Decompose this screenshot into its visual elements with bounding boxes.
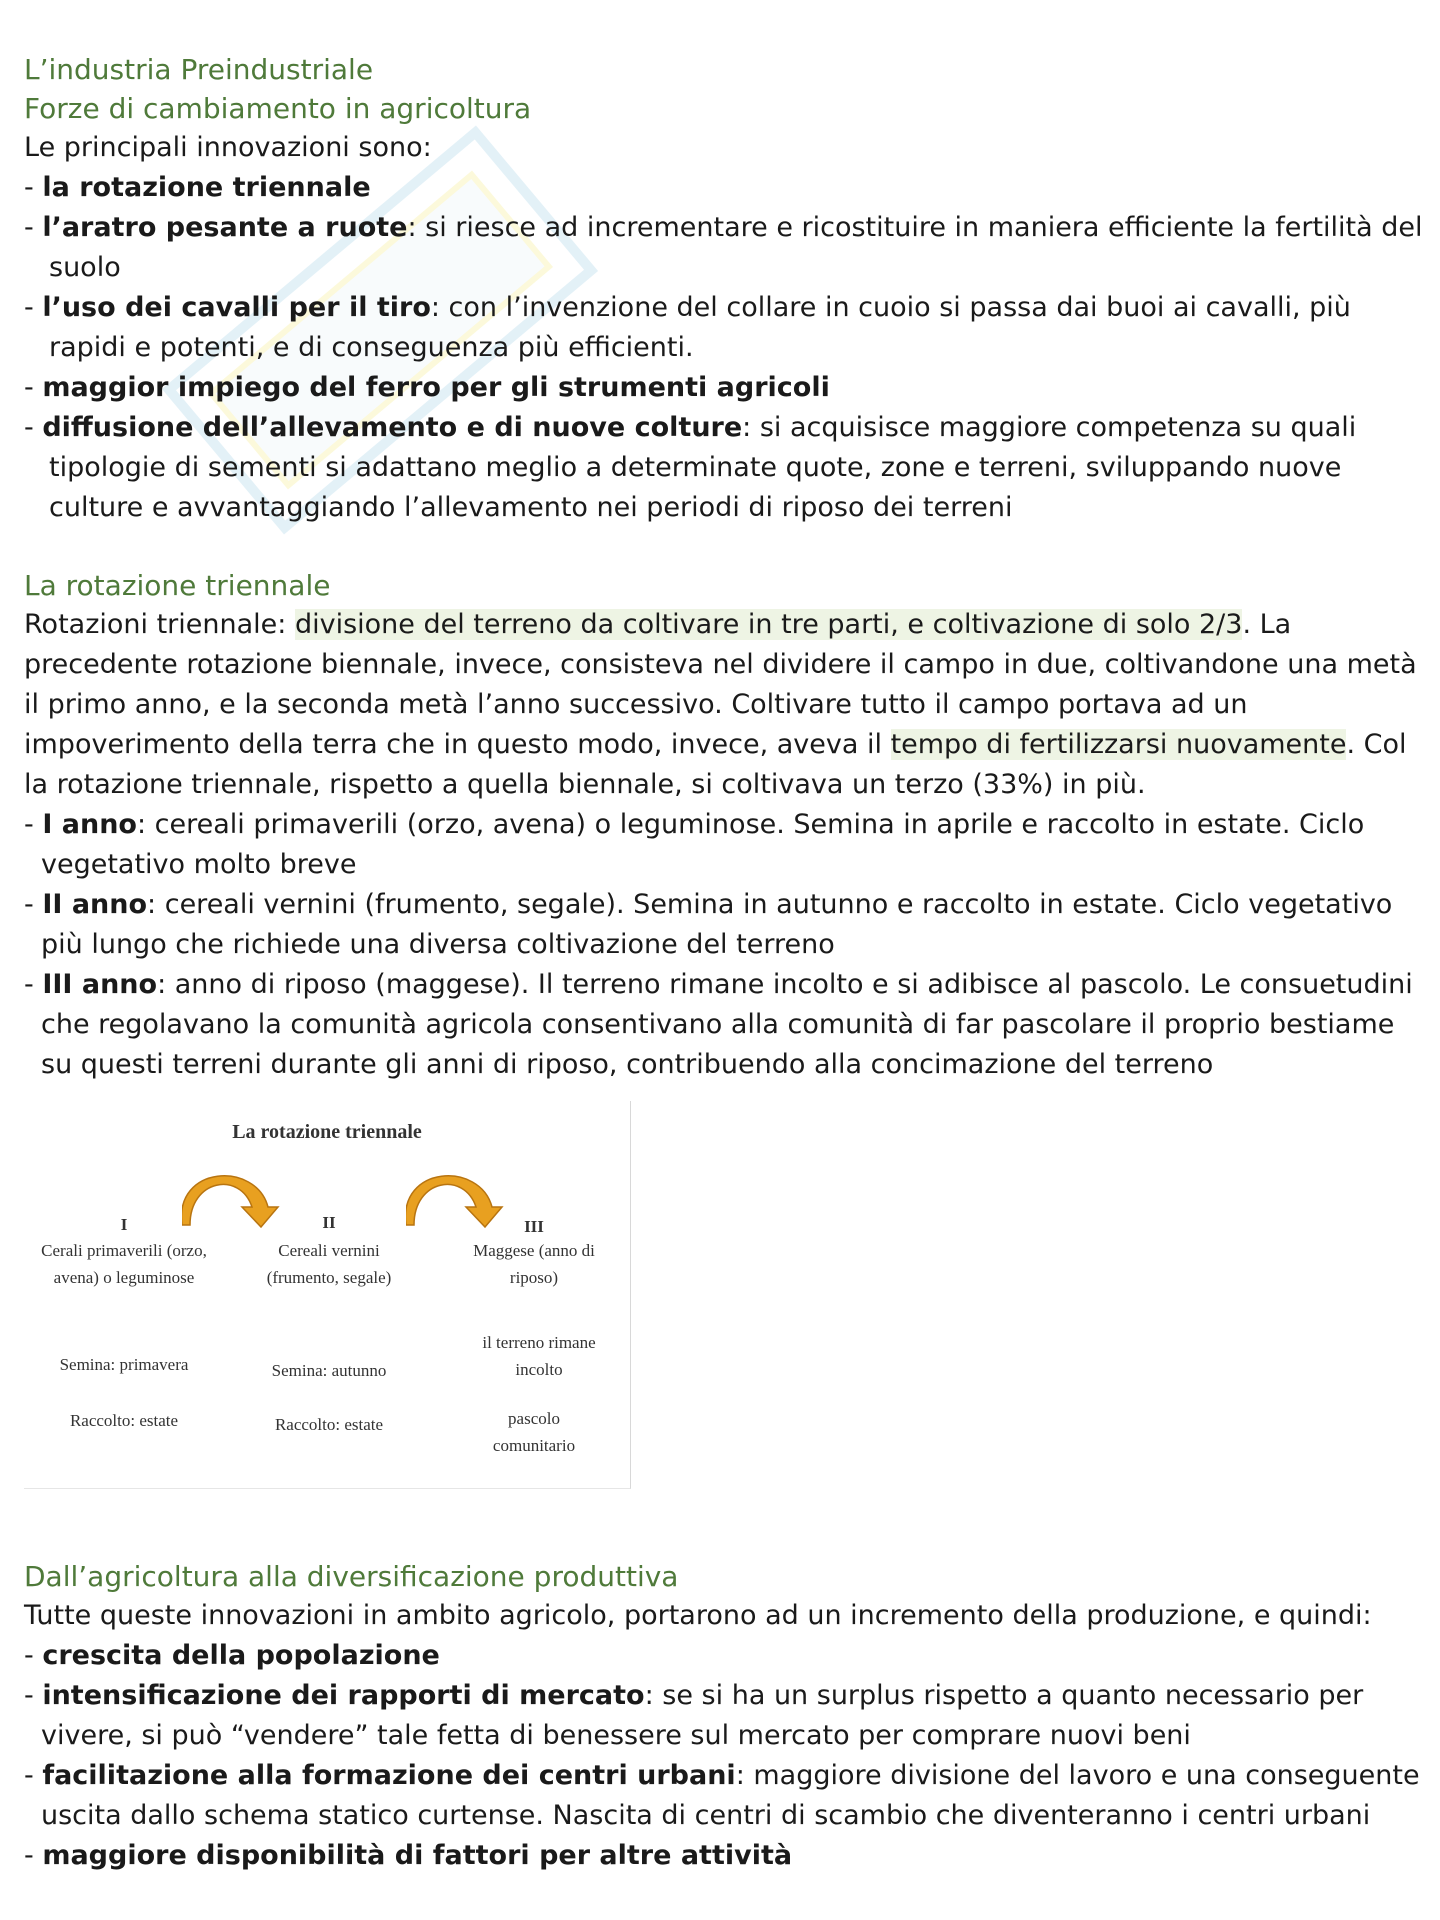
list-item: - maggior impiego del ferro per gli strumenti agricoli bbox=[24, 372, 830, 403]
highlight: divisione del terreno da coltivare in tre parti, e coltivazione di solo 2/3 bbox=[294, 609, 1243, 640]
rotation-diagram bbox=[24, 1101, 631, 1489]
list-item: - la rotazione triennale bbox=[24, 172, 371, 203]
col3-number: III bbox=[524, 1217, 544, 1236]
list-item: - I anno: cereali primaverili (orzo, avena) o leguminose. Semina in aprile e raccolto in estate. Ciclo vegetativo molto breve bbox=[24, 809, 1365, 880]
list-item: - II anno: cereali vernini (frumento, segale). Semina in autunno e raccolto in estate. Ciclo vegetativo più lungo che richiede una diversa coltivazione del terreno bbox=[24, 889, 1393, 960]
list-item: - maggiore disponibilità di fattori per altre attività bbox=[24, 1840, 793, 1871]
col1-semina: Semina: primavera bbox=[59, 1355, 189, 1374]
section-heading-forze: Forze di cambiamento in agricoltura bbox=[24, 92, 532, 125]
list-item: - crescita della popolazione bbox=[24, 1640, 440, 1671]
list-item: - l’uso dei cavalli per il tiro: con l’invenzione del collare in cuoio si passa dai buoi ai cavalli, più rapidi e potenti, e di conseguenza più efficienti. bbox=[24, 292, 1351, 363]
list-item: - facilitazione alla formazione dei centri urbani: maggiore divisione del lavoro e una conseguente uscita dallo schema statico curtense. Nascita di centri di scambio che diventeranno i centri urbani bbox=[24, 1760, 1420, 1831]
list-item: - diffusione dell’allevamento e di nuove colture: si acquisisce maggiore competenza su quali tipologie di sementi si adattano meglio a determinate quote, zone e terreni, sviluppando nuove culture e avvantaggiando l’allevamento nei periodi di riposo dei terreni bbox=[24, 412, 1357, 523]
col1-name: Cerali primaverili (orzo, avena) o leguminose bbox=[41, 1241, 207, 1287]
rotation-paragraph: Rotazioni triennale: divisione del terreno da coltivare in tre parti, e coltivazione di solo 2/3. La precedente rotazione biennale, invece, consisteva nel dividere il campo in due, coltivandone una metà il primo anno, e la seconda metà l’anno successivo. Coltivare tutto il campo portava ad un impoverimento della terra che in questo modo, invece, aveva il tempo di fertilizzarsi nuovamente. Col la rotazione triennale, rispetto a quella biennale, si coltivava un terzo (33%) in più. bbox=[24, 609, 1417, 800]
col2-semina: Semina: autunno bbox=[271, 1361, 387, 1380]
col1-number: I bbox=[120, 1215, 128, 1234]
section-heading-rotazione: La rotazione triennale bbox=[24, 569, 331, 602]
list-item: - intensificazione dei rapporti di mercato: se si ha un surplus rispetto a quanto necessario per vivere, si può “vendere” tale fetta di benessere sul mercato per comprare nuovi beni bbox=[24, 1680, 1364, 1751]
document-page bbox=[24, 50, 1424, 1876]
intro-text: Tutte queste innovazioni in ambito agricolo, portarono ad un incremento della produzione, e quindi: bbox=[24, 1600, 1372, 1631]
list-item: - l’aratro pesante a ruote: si riesce ad incrementare e ricostituire in maniera efficiente la fertilità del suolo bbox=[24, 212, 1423, 283]
highlight: tempo di fertilizzarsi nuovamente bbox=[890, 729, 1347, 760]
col3-name: Maggese (anno di riposo) bbox=[473, 1241, 595, 1287]
col2-name: Cereali vernini (frumento, segale) bbox=[266, 1241, 392, 1287]
page-title: L’industria Preindustriale bbox=[24, 53, 374, 86]
col3-row2: il terreno rimane incolto bbox=[482, 1333, 596, 1379]
col1-raccolto: Raccolto: estate bbox=[69, 1411, 179, 1430]
intro-text: Le principali innovazioni sono: bbox=[24, 132, 432, 163]
section-heading-diversificazione: Dall’agricoltura alla diversificazione produttiva bbox=[24, 1560, 679, 1593]
col2-raccolto: Raccolto: estate bbox=[274, 1415, 384, 1434]
col3-row3: pascolo comunitario bbox=[492, 1409, 576, 1455]
col2-number: II bbox=[322, 1213, 336, 1232]
list-item: - III anno: anno di riposo (maggese). Il terreno rimane incolto e si adibisce al pascolo. Le consuetudini che regolavano la comunità agricola consentivano alla comunità di far pascolare il proprio bestiame su questi terreni durante gli anni di riposo, contribuendo alla concimazione del terreno bbox=[24, 969, 1413, 1080]
diagram-title: La rotazione triennale bbox=[232, 1121, 422, 1143]
